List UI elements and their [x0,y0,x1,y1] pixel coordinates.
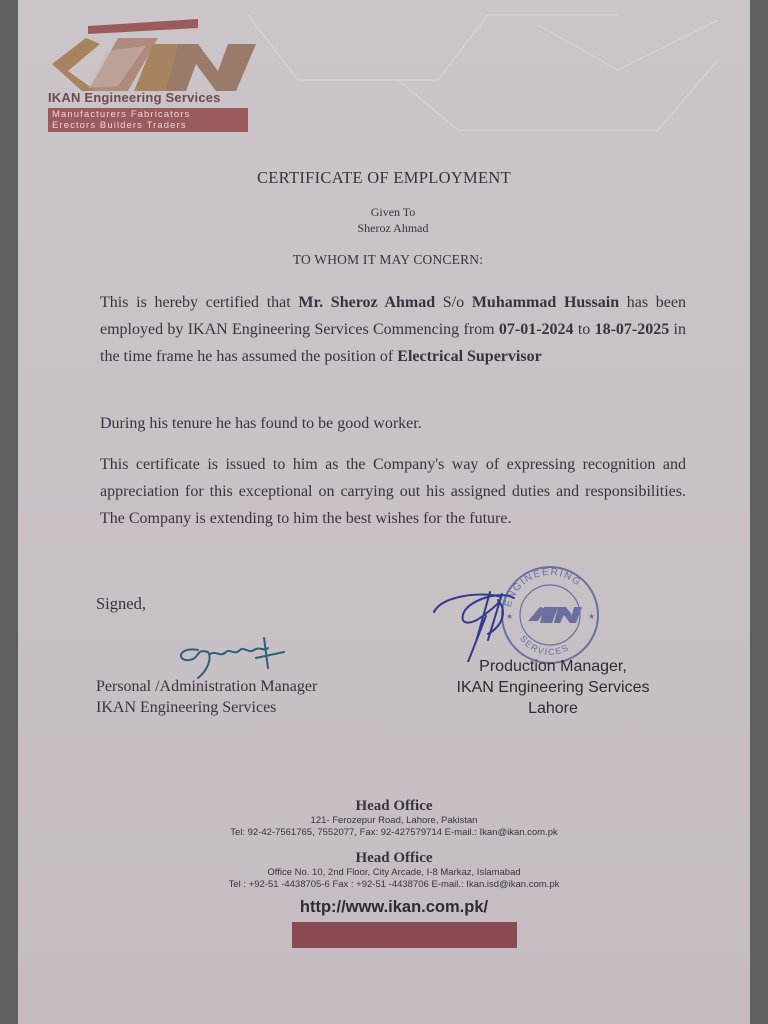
left-signatory [96,676,317,718]
left-signatory-company: IKAN Engineering Services [96,699,277,716]
signed-label: Signed, [96,594,146,613]
right-signatory-company: IKAN Engineering Services [456,679,650,696]
stamp-bottom-text: SERVICES [517,633,572,658]
right-signatory-city: Lahore [528,700,578,717]
contact-1: Tel: 92-42-7561765, 7552077, Fax: 92-427579714 E-mail.: Ikan@ikan.com.pk [230,827,558,838]
stamp-top-text: ENGINEERING [502,566,584,609]
given-to-block [18,204,750,236]
company-tagline [48,108,248,132]
p1-text-a: This is hereby certified that [100,294,299,311]
footer-color-bar [292,922,517,948]
p1-text-d: to [573,321,595,338]
head-office-heading-2: Head Office [355,850,433,866]
svg-text:★: ★ [506,612,514,621]
given-to-label: Given To [370,205,416,219]
right-signatory [428,656,678,719]
company-name: IKAN Engineering Services [48,90,221,105]
right-signature [428,582,538,662]
svg-text:★: ★ [588,612,596,621]
tagline-line-2: Erectors Builders Traders [52,120,187,131]
address-2: Office No. 10, 2nd Floor, City Arcade, I-8 Markaz, Islamabad [267,867,521,878]
paragraph-employment [100,289,686,370]
salutation: TO WHOM IT MAY CONCERN: [292,252,484,267]
employee-name: Mr. Sheroz Ahmad [298,294,436,311]
tagline-line-1: Manufacturers Fabricators [52,109,191,120]
start-date: 07-01-2024 [498,321,574,338]
father-name: Muhammad Hussain [471,294,620,311]
certificate-page [18,0,750,1024]
certificate-title: CERTIFICATE OF EMPLOYMENT [256,168,512,187]
footer-islamabad [18,850,750,891]
contact-2: Tel : +92-51 -4438705-6 Fax : +92-51 -4438706 E-mail.: Ikan.isd@ikan.com.pk [228,879,560,890]
p1-text-b: S/o [435,294,472,311]
address-1: 121- Ferozepur Road, Lahore, Pakistan [310,815,478,826]
website-link[interactable]: http://www.ikan.com.pk/ [299,898,489,916]
end-date: 18-07-2025 [594,321,670,338]
paragraph-tenure: During his tenure he has found to be good worker. [100,415,422,432]
given-to-name: Sheroz Ahmad [357,221,429,235]
position: Electrical Supervisor [397,348,542,365]
p1-text-e: in the time frame he has assumed the position of [100,321,686,365]
head-office-heading-1: Head Office [355,798,433,814]
footer-lahore [18,798,750,839]
paragraph-closing: This certificate is issued to him as the Company's way of expressing recognition and appreciation for this exceptional on carrying out his assigned duties and responsibilities. The Company is extending to him the best wishes for the future. [100,456,686,527]
right-signatory-title: Production Manager, [479,658,627,675]
left-signatory-title: Personal /Administration Manager [96,678,318,695]
p1-text-c: has been employed by IKAN Engineering Services Commencing from [100,294,686,338]
